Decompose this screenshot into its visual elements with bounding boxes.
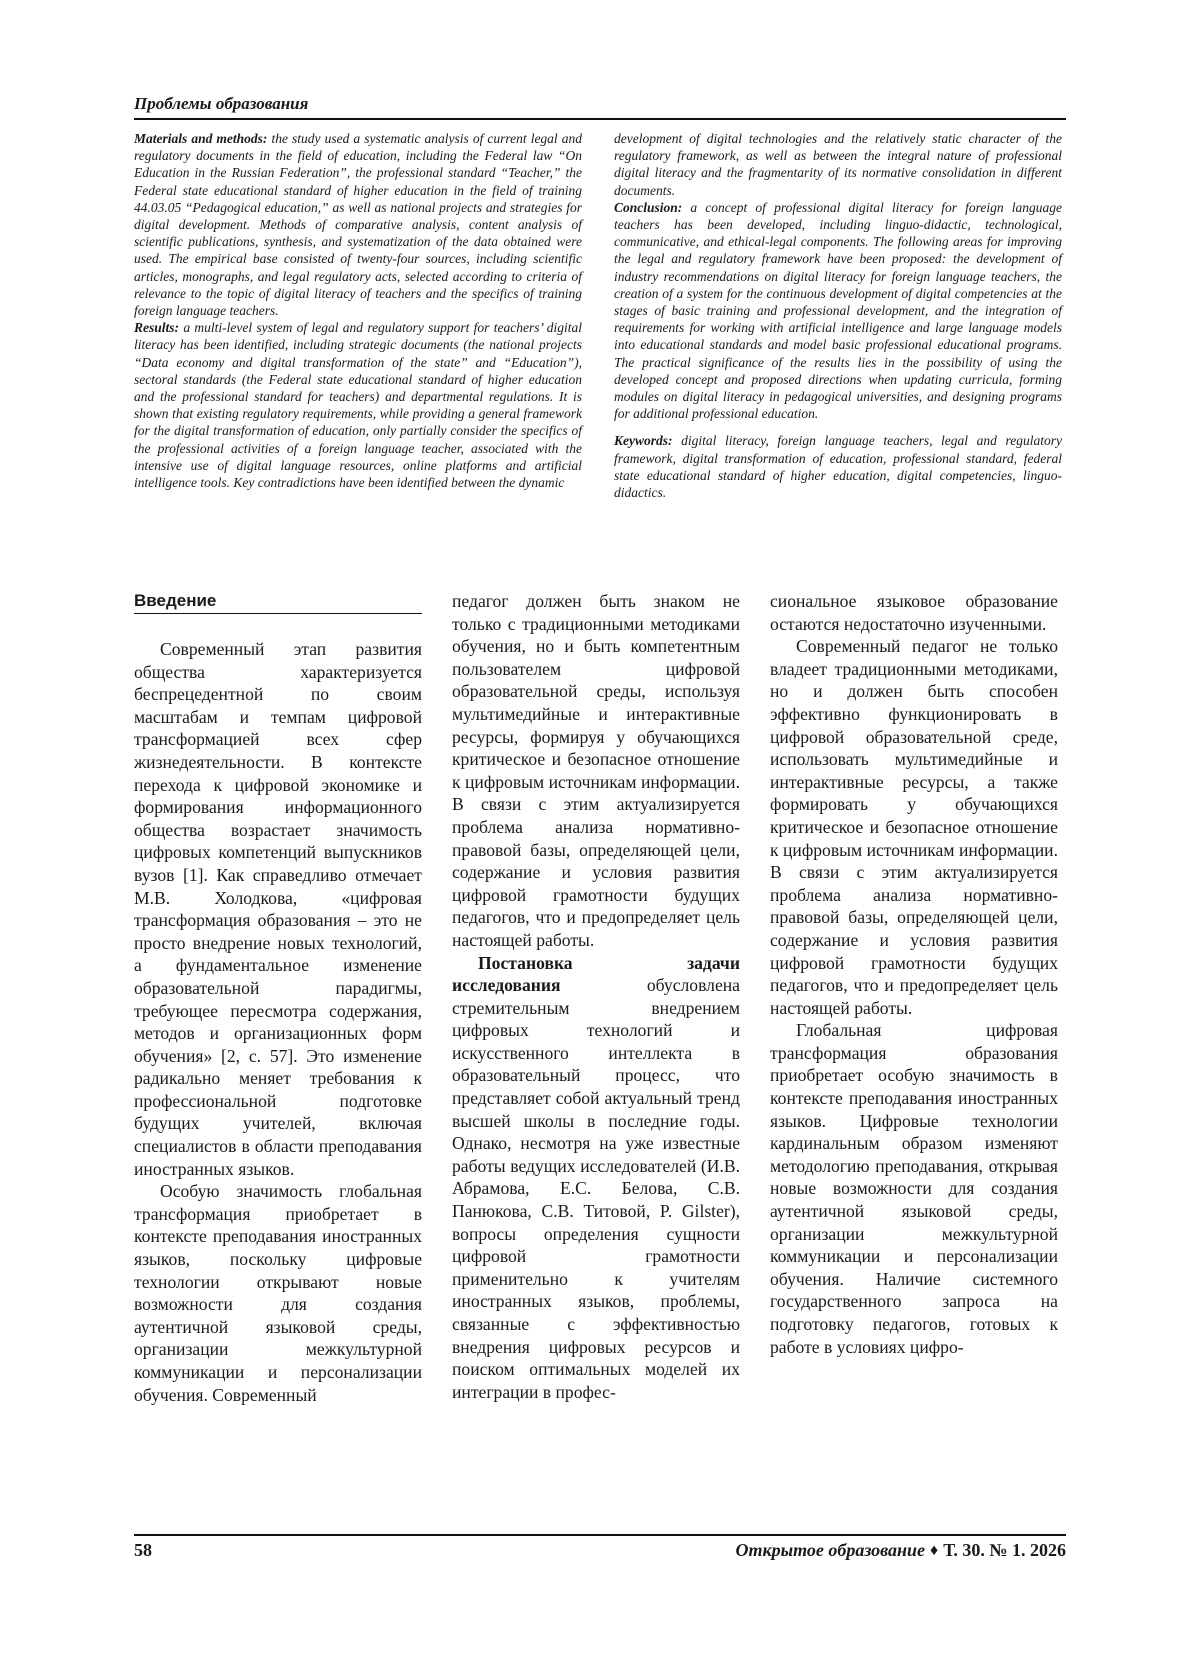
volume-issue: Т. 30. № 1. 2026: [943, 1540, 1066, 1560]
section-header: Проблемы образования: [134, 94, 309, 113]
conclusion-label: Conclusion:: [614, 199, 683, 215]
keywords-label: Keywords:: [614, 433, 673, 449]
abstract-left-column: [134, 130, 582, 491]
abstract-results: [134, 319, 582, 491]
problem-statement-text: обусловлена стремительным внедрением цифровых технологий и искусственного интеллекта в образовательный процесс, что представляет собой актуальный тренд высшей школы в последние годы. Однако, несмотря на уже известные работы ведущих исследователей (И.В. Абрамова, Е.С. Белова, С.В. Панюкова, С.В. Титовой, P. Gilster), вопросы определения сущности цифровой грамотности применительно к учителям иностранных языков, проблемы, связанные с эффективностью внедрения цифровых ресурсов и поиском оптимальных моделей их интеграции в профес-: [452, 975, 740, 1402]
paragraph: Современный этап развития общества характеризуется беспрецедентной по своим масштабам и темпам цифровой трансформацией всех сфер жизнедеятельности. В контексте перехода к цифровой экономике и формирования информационного общества возрастает значимость цифровых компетенций выпускников вузов [1]. Как справедливо отмечает М.В. Холодкова, «цифровая трансформация образования – это не просто внедрение новых технологий, а фундаментальное изменение образовательной парадигмы, требующее пересмотра содержания, методов и организационных форм обучения» [2, с. 57]. Это изменение радикально меняет требования к профессиональной подготовке будущих учителей, включая специалистов в области преподавания иностранных языков.: [134, 639, 422, 1179]
results-label: Results:: [134, 320, 180, 336]
paragraph: [452, 952, 740, 1404]
body-column-1: [134, 638, 422, 1406]
diamond-icon: ♦: [930, 1541, 939, 1559]
paragraph: Особую значимость глобальная трансформация приобретает в контексте преподавания иностранных языков, поскольку цифровые технологии открывают новые возможности для создания аутентичной языковой среды, организации межкультурной коммуникации и персонализации обучения. Современный: [134, 1181, 422, 1405]
materials-label: Materials and methods:: [134, 131, 268, 146]
abstract-results-continuation: development of digital technologies and the relatively static character of the regulatory framework, as well as between the integral nature of professional digital literacy and the fragmentarity of its normative consolidation in different documents.: [614, 131, 1062, 198]
abstract-right-column: [614, 130, 1062, 501]
journal-citation: [735, 1540, 1066, 1561]
paragraph: педагог должен быть знаком не только с традиционными методиками обучения, но и быть компетентным пользователем цифровой образовательной среды, используя мультимедийные и интерактивные ресурсы, формируя у обучающихся критическое и безопасное отношение к цифровым источникам информации. В связи с этим актуализируется проблема анализа нормативно-правовой базы, определяющей цели, содержание и условия развития цифровой грамотности будущих педагогов, что и предопределяет цель настоящей работы.: [452, 591, 740, 950]
paragraph: Глобальная цифровая трансформация образования приобретает особую значимость в контексте преподавания иностранных языков. Цифровые технологии кардинальным образом изменяют методологию преподавания, открывая новые возможности для создания аутентичной языковой среды, организации межкультурной коммуникации и персонализации обучения. Наличие системного государственного запроса на подготовку педагогов, готовых к работе в условиях цифро-: [770, 1020, 1058, 1357]
materials-text: the study used a systematic analysis of current legal and regulatory documents in the field of education, including the Federal law “On Education in the Russian Federation”, the professional standard “Teacher,” the Federal state educational standard of higher education in the field of training 44.03.05 “Pedagogical education,” as well as national projects and strategies for digital development. Methods of comparative analysis, content analysis of scientific publications, synthesis, and systematization of the data obtained were used. The empirical base consisted of twenty-four sources, including scientific articles, monographs, and legal regulatory acts, selected according to criteria of relevance to the topic of digital literacy of teachers and the specifics of training foreign language teachers.: [134, 131, 582, 319]
keywords-text: digital literacy, foreign language teachers, legal and regulatory framework, digital transformation of education, professional standard, federal state educational standard of higher education, digital competencies, linguo-didactics.: [614, 433, 1062, 501]
problem-statement-bold: Постановка задачи исследования: [452, 952, 740, 996]
body-column-3: [770, 590, 1058, 1358]
abstract-materials: [134, 130, 582, 319]
abstract-conclusion: [614, 199, 1062, 423]
footer-rule: [134, 1534, 1066, 1536]
abstract-keywords: [614, 432, 1062, 501]
body-column-2: [452, 590, 740, 1403]
page-number: 58: [134, 1540, 152, 1560]
results-text: a multi-level system of legal and regulatory support for teachers’ digital literacy has been identified, including strategic documents (the national projects “Data economy and digital transformation of the state” and “Education”), sectoral standards (the Federal state educational standard of higher education and the professional standard for teachers) and departmental regulations. It is shown that existing regulatory requirements, while providing a general framework for the digital transformation of education, only partially consider the specifics of the professional activities of a foreign language teacher, associated with the intensive use of digital language resources, online platforms and artificial intelligence tools. Key contradictions have been identified between the dynamic: [134, 320, 582, 491]
header-rule: [134, 118, 1066, 120]
paragraph: сиональное языковое образование остаются недостаточно изученными.: [770, 591, 1058, 634]
intro-heading-rule: [134, 613, 422, 614]
intro-heading: Введение: [134, 591, 217, 610]
conclusion-text: a concept of professional digital literacy for foreign language teachers has been developed, including linguo-didactic, technological, communicative, and ethical-legal components. The following areas for improving the legal and regulatory framework have been proposed: the development of industry recommendations on digital literacy for foreign language teachers, the creation of a system for the continuous development of digital competencies at the stages of basic training and professional development, and the integration of requirements for working with artificial intelligence and large language models into educational standards and model basic professional educational programs. The practical significance of the results lies in the possibility of using the developed concept and proposed directions when updating curricula, forming modules on digital literacy in pedagogical universities, and designing programs for additional professional education.: [614, 199, 1062, 422]
paragraph: Современный педагог не только владеет традиционными методиками, но и должен быть способен эффективно функционировать в цифровой образовательной среде, использовать мультимедийные и интерактивные ресурсы, а также формировать у обучающихся критическое и безопасное отношение к цифровым источникам информации. В связи с этим актуализируется проблема анализа нормативно-правовой базы, определяющей цели, содержание и условия развития цифровой грамотности будущих педагогов, что и предопределяет цель настоящей работы.: [770, 636, 1058, 1018]
journal-name: Открытое образование: [735, 1540, 926, 1560]
